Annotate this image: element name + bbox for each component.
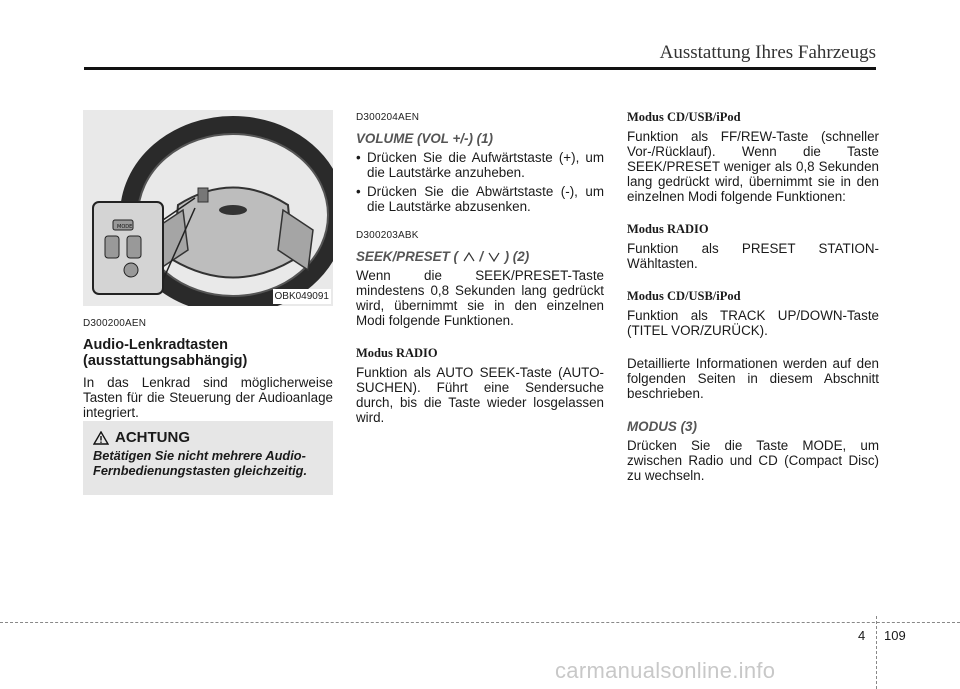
chevron-up-icon: [462, 250, 476, 264]
cd-paragraph-2: Funktion als TRACK UP/DOWN-Taste (TITEL VOR/ZURÜCK).: [627, 308, 879, 338]
list-item: • Drücken Sie die Abwärtstaste (-), um die Lautstärke abzusenken.: [356, 184, 604, 214]
section-heading-line2: (ausstattungsabhängig): [83, 353, 248, 369]
middle-column: [356, 110, 604, 443]
image-code: OBK049091: [274, 291, 329, 302]
seek-heading: [356, 249, 604, 264]
cd-heading-2: Modus CD/USB/iPod: [627, 289, 741, 303]
footer-divider: [876, 616, 877, 689]
steering-wheel-illustration: [83, 110, 333, 306]
intro-paragraph: In das Lenkrad sind möglicherweise Tasten für die Steuerung der Audioanlage integriert.: [83, 375, 333, 420]
seek-heading-suffix: ) (2): [504, 249, 530, 264]
warning-triangle-icon: [93, 431, 109, 445]
mode-paragraph: Drücken Sie die Taste MODE, um zwischen Radio und CD (Compact Disc) zu wechseln.: [627, 438, 879, 483]
footer-rule: [0, 622, 960, 623]
warning-box: [83, 421, 333, 495]
running-header: Ausstattung Ihres Fahrzeugs: [659, 42, 876, 63]
radio-heading: Modus RADIO: [356, 346, 438, 361]
volume-heading: VOLUME (VOL +/-) (1): [356, 131, 494, 146]
seek-code: D300203ABK: [356, 230, 419, 241]
left-column: [83, 110, 333, 438]
seek-heading-sep: /: [479, 249, 484, 264]
svg-text:MODE: MODE: [117, 224, 133, 230]
section-heading-line1: Audio-Lenkradtasten: [83, 337, 229, 353]
header-rule: [84, 67, 876, 70]
warning-title-row: [93, 429, 323, 446]
radio-heading-2: Modus RADIO: [627, 222, 709, 236]
details-paragraph: Detaillierte Informationen werden auf den folgenden Seiten in diesem Abschnitt beschrieben.: [627, 356, 879, 401]
radio-paragraph: Funktion als AUTO SEEK-Taste (AUTO-SUCHEN). Führt eine Sendersuche durch, bis die Taste wieder losgelassen wird.: [356, 365, 604, 426]
section-heading: [83, 337, 333, 369]
volume-list: [356, 150, 604, 214]
mode-heading: MODUS (3): [627, 419, 697, 434]
warning-title: ACHTUNG: [115, 429, 190, 446]
section-code: D300200AEN: [83, 318, 147, 329]
right-column: [627, 110, 879, 501]
page-number: 109: [884, 628, 906, 643]
watermark: carmanualsonline.info: [555, 658, 776, 683]
chapter-number: 4: [858, 628, 866, 643]
seek-paragraph: Wenn die SEEK/PRESET-Taste mindestens 0,8 Sekunden lang gedrückt wird, übernimmt sie in den einzelnen Modi folgende Funktionen.: [356, 268, 604, 329]
cd-heading-1: Modus CD/USB/iPod: [627, 110, 741, 124]
chevron-down-icon: [487, 250, 501, 264]
list-item: • Drücken Sie die Aufwärtstaste (+), um die Lautstärke anzuheben.: [356, 150, 604, 180]
cd-paragraph-1: Funktion als FF/REW-Taste (schneller Vor-/Rücklauf). Wenn die Taste SEEK/PRESET weniger als 0,8 Sekunden lang gedrückt wird, übernimmt sie in den einzelnen Modi folgende Funktionen:: [627, 129, 879, 204]
seek-heading-prefix: SEEK/PRESET (: [356, 249, 458, 264]
radio-paragraph-2: Funktion als PRESET STATION-Wähltasten.: [627, 241, 879, 271]
warning-text: Betätigen Sie nicht mehrere Audio-Fernbedienungstasten gleichzeitig.: [93, 448, 308, 478]
steering-wheel-figure: [83, 110, 333, 306]
volume-code: D300204AEN: [356, 112, 420, 123]
